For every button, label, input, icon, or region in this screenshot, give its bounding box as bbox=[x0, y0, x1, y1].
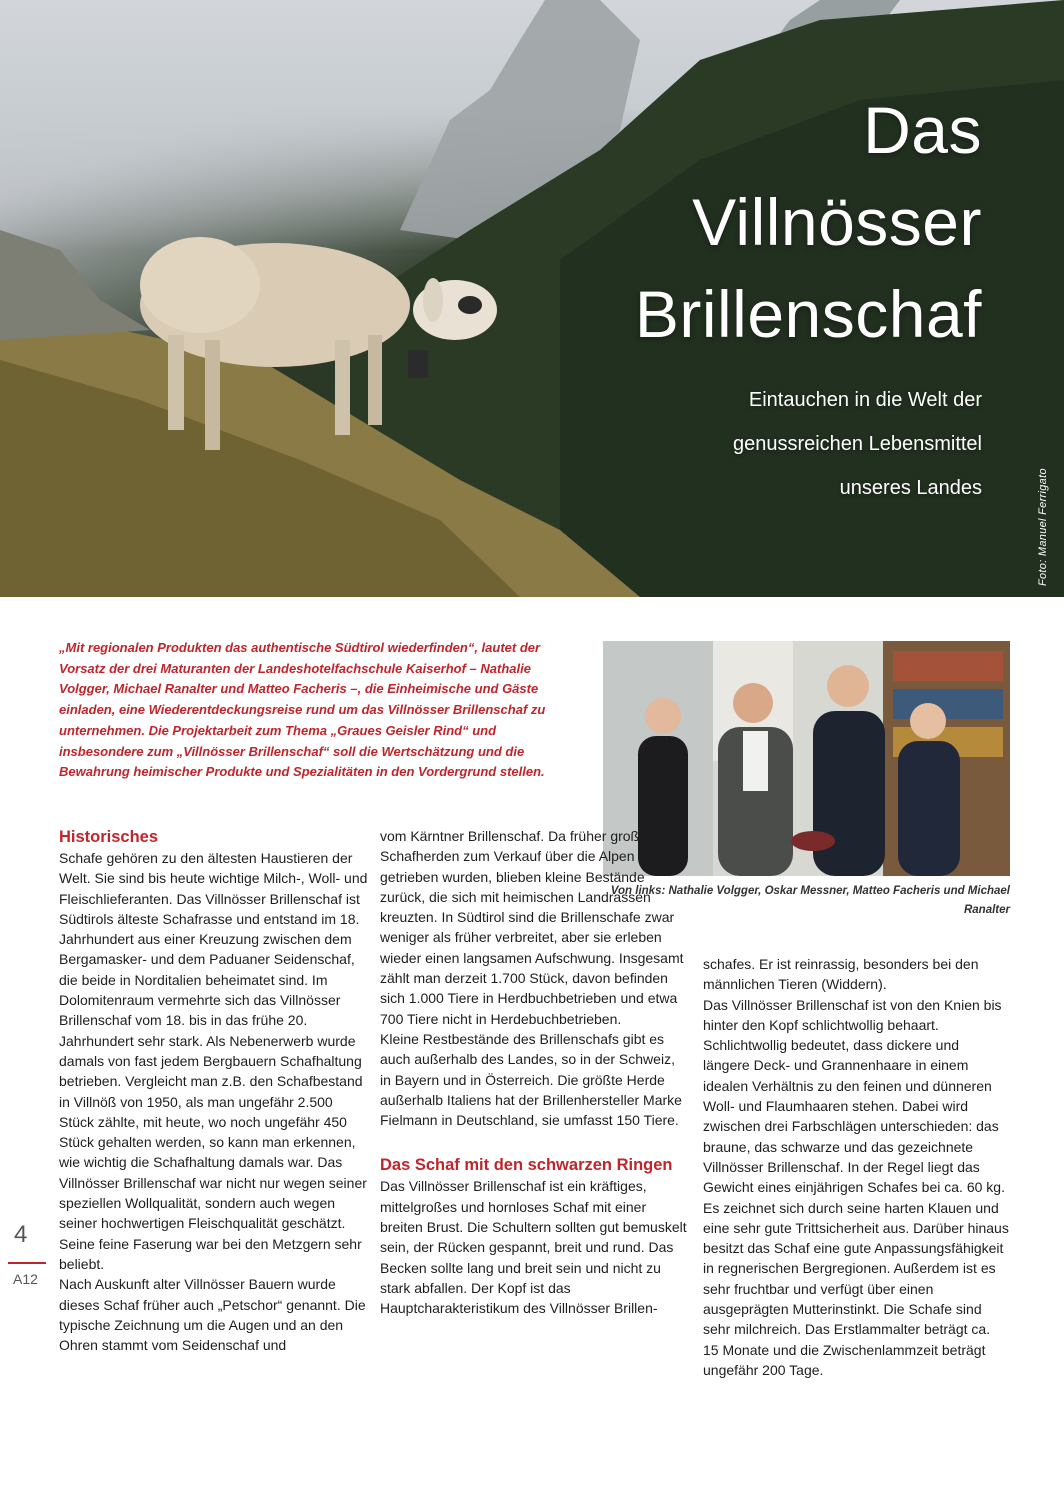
page-number: 4 bbox=[14, 1221, 28, 1248]
historisches-paragraph-1: Schafe gehören zu den ältesten Haustieren der Welt. Sie sind bis heute wichtige Milch-, Woll- und Fleischlieferanten. Das Villnösser Brillenschaf ist Südtirols älteste Schafrasse und entstand im 18. Jahrhundert aus einer Kreuzung zwischen dem Bergamasker- und dem Paduaner Seidenschaf, die beide in Norditalien beheimatet sind. Im Dolomitenraum vermehrte sich das Villnösser Brillenschaf vom 18. bis in das frühe 20. Jahrhundert sehr stark. Als Nebenerwerb wurde damals von fast jedem Bergbauern Schafhaltung betrieben. Vergleicht man z.B. den Schafbestand in Villnöß von 1950, als man ungefähr 2.500 Stück zählte, mit heute, wo noch ungefähr 450 Stück gehalten werden, so kann man erkennen, wie wichtig die Schafhaltung damals war. Das Villnösser Brillenschaf war nicht nur wegen seiner speziellen Wollqualität, sondern auch wegen seiner hochwertigen Fleischqualität geschätzt. Seine feine Faserung war bei den Metzgern sehr beliebt. bbox=[59, 850, 368, 1272]
column-1 bbox=[59, 826, 369, 1355]
hero-title-line-1: Das bbox=[863, 93, 982, 167]
column-3 bbox=[703, 954, 1009, 1380]
hero-title-line-3: Brillenschaf bbox=[634, 277, 982, 351]
section-spacer bbox=[380, 1130, 688, 1154]
page-tag: A12 bbox=[13, 1271, 38, 1287]
ringe-paragraph-3: Das Villnösser Brillenschaf ist von den Knien bis hinter den Kopf schlichtwollig behaart. Schlichtwollig bedeutet, dass dickere und längere Deck- und Grannenhaare in einem idealen Verhältnis zu den feinen und dünneren Woll- und Flaumhaaren stehen. Dabei wird zwischen drei Farbschlägen unterschieden: das braune, das schwarze und das gezeichnete Villnösser Brillenschaf. In der Regel liegt das Gewicht eines einjährigen Schafes bei ca. 60 kg. Es zeichnet sich durch seine harten Klauen und eine sehr gute Trittsicherheit aus. Darüber hinaus besitzt das Schaf eine gute Anpassungsfähigkeit in regnerischen Bergregionen. Außerdem ist es sehr fruchtbar und verfügt über einen ausgeprägten Mutterinstinkt. Die Schafe sind sehr milchreich. Das Erstlammalter beträgt ca. 15 Monate und die Zwischenlammzeit beträgt ungefähr 200 Tage. bbox=[703, 996, 1009, 1378]
historisches-paragraph-4: Kleine Restbestände des Brillenschafs gibt es auch außerhalb des Landes, so in der Schweiz, in Bayern und in Österreich. Die größte Herde außerhalb Italiens hat der Brillenhersteller Marke Fielmann in Deutschland, sie umfasst 150 Tiere. bbox=[380, 1030, 682, 1129]
heading-historisches: Historisches bbox=[59, 828, 159, 846]
historisches-paragraph-3: vom Kärntner Brillenschaf. Da früher große Schafherden zum Verkauf über die Alpen getrieben wurden, blieben kleine Bestände zurück, die sich mit heimischen Landrassen kreuzten. In Südtirol sind die Brillenschafe zwar weniger als früher verbreitet, aber sie erleben wieder einen langsamen Aufschwung. Insgesamt zählt man derzeit 1.700 Stück, davon befinden sich 1.000 Tiere in Herdbuchbetrieben und etwa 700 Tiere nicht in Herdebuchbetrieben. bbox=[380, 828, 684, 1027]
hero-title bbox=[635, 84, 982, 360]
hero-subtitle-line-2: genussreichen Lebensmittel bbox=[732, 433, 982, 455]
hero-title-line-2: Villnösser bbox=[692, 185, 982, 259]
photo-caption: Von links: Nathalie Volgger, Oskar Messner, Matteo Facheris und Michael Ranalter bbox=[610, 885, 1010, 916]
photo-credit: Foto: Manuel Ferrigato bbox=[1037, 468, 1049, 586]
hero-subtitle-line-1: Eintauchen in die Welt der bbox=[748, 389, 982, 411]
ringe-paragraph-1: Das Villnösser Brillenschaf ist ein kräftiges, mittelgroßes und hornloses Schaf mit einer breiten Brust. Die Schultern sollten gut bemuskelt sein, der Rücken gespannt, breit und rund. Das Becken sollte lang und breit sein und nicht zu stark abfallen. Der Kopf ist das Hauptcharakteristikum des Villnösser Brillen- bbox=[380, 1178, 687, 1317]
ringe-paragraph-2: schafes. Er ist reinrassig, besonders bei den männlichen Tieren (Widdern). bbox=[703, 956, 979, 993]
historisches-paragraph-2: Nach Auskunft alter Villnösser Bauern wurde dieses Schaf früher auch „Petschor“ genannt. Die typische Zeichnung um die Augen und an den Ohren stammt vom Seidenschaf und bbox=[59, 1276, 366, 1354]
heading-schwarze-ringe: Das Schaf mit den schwarzen Ringen bbox=[380, 1156, 673, 1175]
hero-photo bbox=[0, 0, 1064, 597]
page-divider bbox=[8, 1262, 46, 1264]
hero-subtitle bbox=[733, 378, 982, 510]
intro-text: „Mit regionalen Produkten das authentische Südtirol wiederfinden“, lautet der Vorsatz der drei Maturanten der Landeshotelfachschule Kaiserhof – Nathalie Volgger, Michael Ranalter und Matteo Facheris –, die Einheimische und Gäste einladen, eine Wiederentdeckungsreise rund um das Villnösser Brillenschaf zu unternehmen. Die Projektarbeit zum Thema „Graues Geisler Rind“ und insbesondere zum „Villnösser Brillenschaf“ soll die Wertschätzung und die Bewahrung heimischer Produkte und Spezialitäten in den Vordergrund stellen. bbox=[59, 640, 546, 780]
column-2 bbox=[380, 826, 688, 1319]
hero-subtitle-line-3: unseres Landes bbox=[839, 477, 982, 499]
